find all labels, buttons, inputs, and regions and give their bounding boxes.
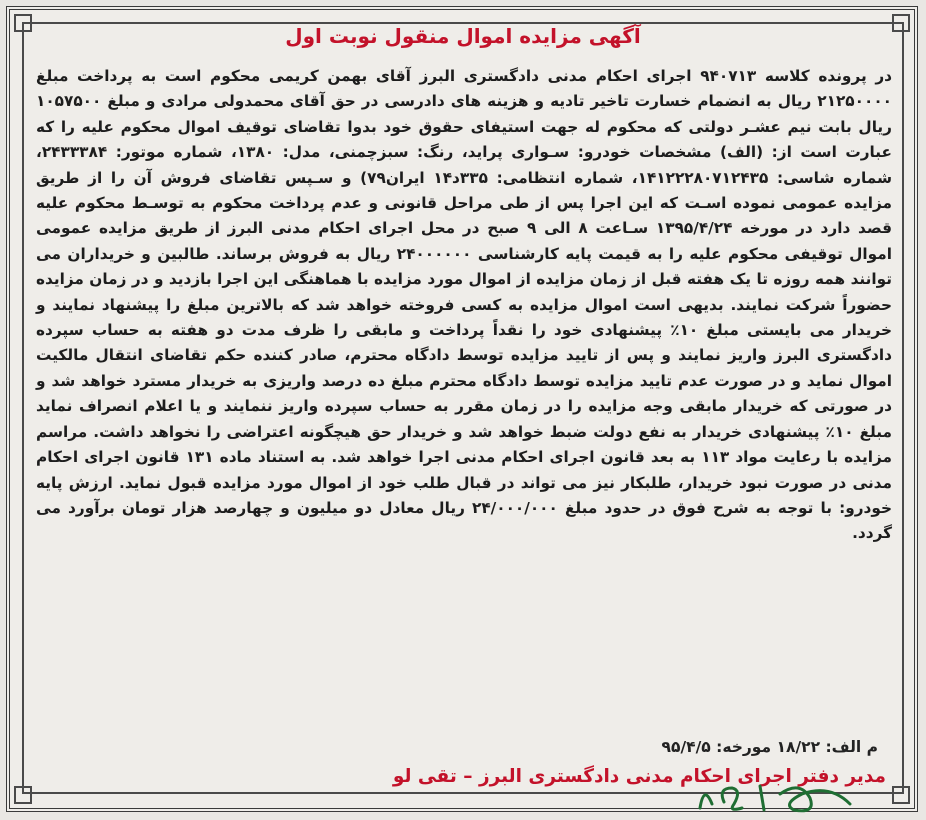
reference-number: م الف: ۱۸/۲۲ مورخه: ۹۵/۴/۵ <box>661 738 878 756</box>
handwritten-note <box>690 774 870 818</box>
signature-line: مدیر دفتر اجرای احکام مدنی دادگستری البرز – تقی لو <box>392 766 886 787</box>
notice-title: آگهی مزایده اموال منقول نوبت اول <box>285 24 641 48</box>
notice-body: در پرونده کلاسه ۹۴۰۷۱۳ اجرای احکام مدنی دادگستری البرز آقای بهمن کریمی محکوم است به پرداخت مبلغ ۲۱۲۵۰۰۰۰ ریال به انضمام خسارت تاخیر تادیه و هزینه های دادرسی در حق آقای محمدولی مرادی و مبلغ ۱۰۵۷۵۰۰ ریال بابت نیم عشـر دولتی که محکوم له جهت استیفای حقوق خود بدوا تقاضای توقیف اموال محکوم علیه را که عبارت است از: (الف) مشخصات خودرو: سـواری پراید، رنگ: سبزچمنی، مدل: ۱۳۸۰، شماره موتور: ۲۴۳۳۳۸۴، شماره شاسی: ۱۴۱۲۲۲۸۰۷۱۲۴۳۵، شماره انتظامی: ۳۳۵د۱۴ ایران۷۹) و سـپس تقاضای فروش آن را از طریق مزایده عمومی نموده اسـت که این اجرا پس از طی مراحل قانونی و عدم پرداخت محکوم به توسـط محکوم علیه قصد دارد در مورخه ۱۳۹۵/۴/۲۴ سـاعت ۸ الی ۹ صبح در محل اجرای احکام مدنی البرز از طریق مزایده عمومی اموال توقیفی محکوم علیه را به قیمت پایه کارشناسی ۲۴۰۰۰۰۰۰ ریال به فروش برساند. طالبین و خریداران می توانند همه روزه تا یک هفته قبل از زمان مزایده از اموال مورد مزایده با هماهنگی این اجرا بازدید و در زمان مزایده حضوراً شرکت نمایند. بدیهی است اموال مزایده به کسی فروخته خواهد شد که بالاترین مبلغ را پیشنهاد نمایند و خریدار می بایستی مبلغ ۱۰٪ پیشنهادی خود را نقداً پرداخت و مابقی را ظرف مدت دو هفته به حساب سپرده دادگستری البرز واریز نمایند و پس از تایید مزایده توسط دادگاه محترم، صادر کننده حکم تقاضای انتقال مالکیت اموال نماید و در صورت عدم تایید مزایده توسط دادگاه محترم مبلغ ده درصد واریزی به خریدار مسترد خواهد شد و در صورتی که خریدار مابقی وجه مزایده را در زمان مقرر به حساب سپرده واریز ننمایند و یا اعلام انصراف نماید مبلغ ۱۰٪ پیشنهادی خریدار به نفع دولت ضبط خواهد شد و خریدار حق هیچگونه اعتراضی را نخواهد داشت. مراسم مزایده با رعایت مواد ۱۱۳ به بعد قانون اجرای احکام مدنی اجرا خواهد شد. به استناد ماده ۱۳۱ قانون اجرای احکام مدنی در صورت نبود خریدار، طلبکار نیز می تواند در قبال طلب خود از اموال مورد مزایده قبول نماید. ارزش پایه خودرو: با توجه به شرح فوق در حدود مبلغ ۲۴/۰۰۰/۰۰۰ ریال معادل دو میلیون و چهارصد هزار تومان برآورد می گردد. <box>36 67 893 543</box>
